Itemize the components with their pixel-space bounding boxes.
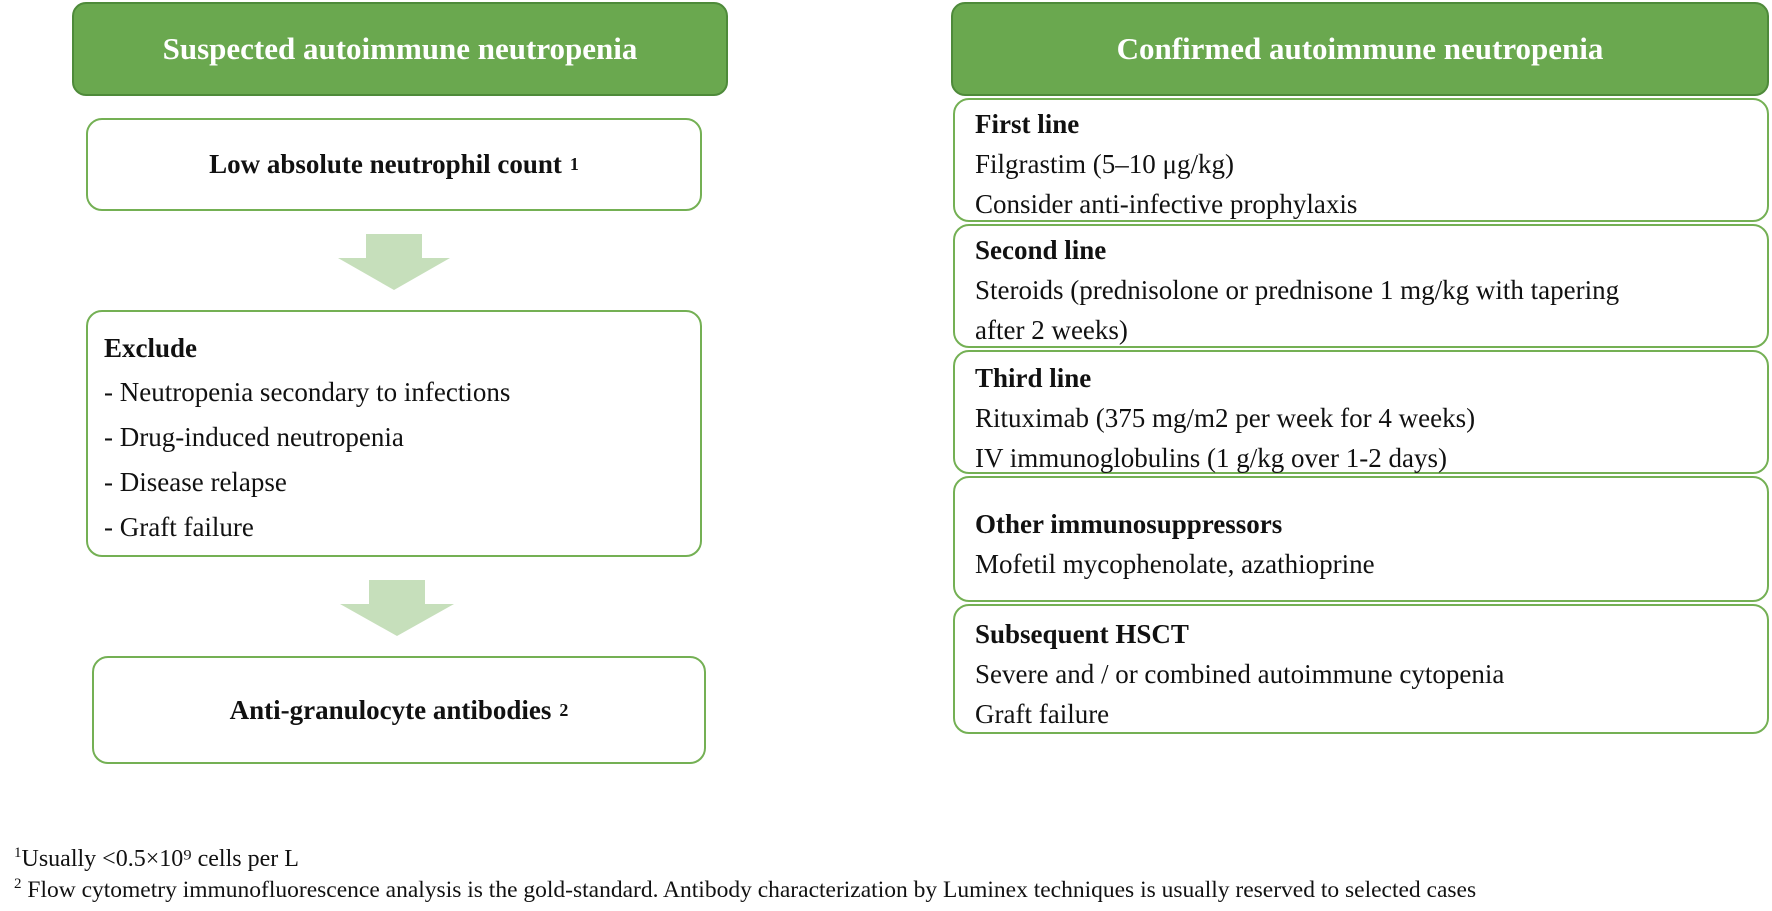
subsequent-hsct-title: Subsequent HSCT: [975, 619, 1189, 649]
first-line-text: Consider anti-infective prophylaxis: [975, 189, 1358, 219]
footnote-1: [14, 845, 299, 873]
exclude-item: - Neutropenia secondary to infections: [104, 377, 511, 407]
footnote-2: [14, 876, 1476, 904]
third-line-text: Rituximab (375 mg/m2 per week for 4 weeks): [975, 403, 1476, 433]
subsequent-hsct-box: [953, 604, 1769, 734]
second-line-text: Steroids (prednisolone or prednisone 1 mg/kg with tapering: [975, 275, 1620, 305]
exclude-box: [86, 310, 702, 557]
footnote-ref-1: 1: [569, 154, 579, 174]
suspected-header: Suspected autoimmune neutropenia: [72, 2, 728, 96]
subsequent-hsct-text: Graft failure: [975, 699, 1110, 729]
exclude-item: - Graft failure: [104, 512, 254, 542]
low-neutrophil-count-text: Low absolute neutrophil count: [209, 149, 562, 179]
anti-granulocyte-antibodies-text: Anti-granulocyte antibodies: [229, 694, 552, 725]
anti-granulocyte-antibodies-box: [92, 656, 706, 764]
second-line-text: after 2 weeks): [975, 315, 1128, 345]
other-immunosuppressors-box: [953, 476, 1769, 602]
exclude-item: - Disease relapse: [104, 467, 287, 497]
down-arrow-icon: [340, 580, 454, 636]
exclude-item: - Drug-induced neutropenia: [104, 422, 404, 452]
low-neutrophil-count-box: [86, 118, 702, 211]
footnote-ref-2: 2: [559, 699, 569, 720]
footnote-1-marker: 1: [14, 845, 22, 861]
other-immunosuppressors-text: Mofetil mycophenolate, azathioprine: [975, 549, 1375, 579]
second-line-box: [953, 224, 1769, 348]
exclude-title: Exclude: [104, 333, 198, 363]
footnote-2-marker: 2: [14, 876, 22, 892]
first-line-title: First line: [975, 109, 1080, 139]
subsequent-hsct-text: Severe and / or combined autoimmune cytopenia: [975, 659, 1505, 689]
first-line-text: Filgrastim (5–10 μg/kg): [975, 149, 1234, 179]
third-line-text: IV immunoglobulins (1 g/kg over 1-2 days): [975, 443, 1447, 473]
first-line-box: [953, 98, 1769, 222]
third-line-box: [953, 350, 1769, 474]
other-immunosuppressors-title: Other immunosuppressors: [975, 509, 1283, 539]
footnote-2-text: Flow cytometry immunofluorescence analysis is the gold-standard. Antibody characterization by Luminex techniques is usually reserved to selected cases: [21, 876, 1477, 903]
down-arrow-icon: [338, 234, 450, 290]
third-line-title: Third line: [975, 363, 1092, 393]
footnote-1-text: Usually <0.5×10⁹ cells per L: [21, 846, 299, 872]
confirmed-header: Confirmed autoimmune neutropenia: [951, 2, 1769, 96]
second-line-title: Second line: [975, 235, 1107, 265]
